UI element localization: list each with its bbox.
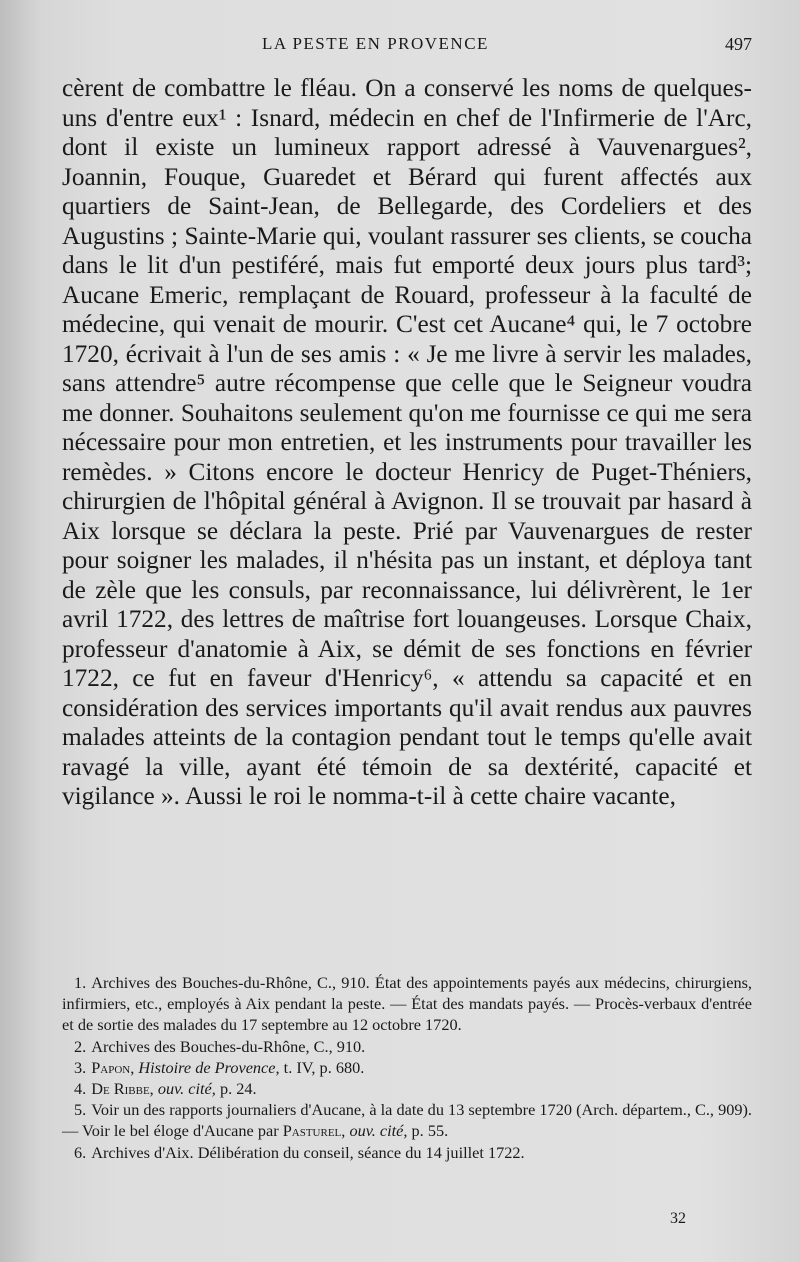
- footnote-title: ouv. cité,: [157, 1079, 216, 1099]
- page-number: 497: [725, 34, 752, 54]
- footnote-text: Voir un des rapports journaliers d'Aucane, à la date du 13 septembre 1720 (Arch. départem., C., 909). — Voir le bel éloge d'Aucane par: [62, 1100, 752, 1141]
- footnote-text: Archives des Bouches-du-Rhône, C., 910. État des appointements payés aux médecins, chirurgiens, infirmiers, etc., employés à Aix pendant la peste. — État des mandats payés. — Procès-verbaux d'entrée et de sortie des malades du 17 septembre au 12 octobre 1720.: [62, 973, 752, 1035]
- footnote-text-end: p. 55.: [411, 1121, 449, 1141]
- footnote-title: Histoire de Provence,: [138, 1057, 280, 1077]
- footnote-4: [62, 1078, 752, 1099]
- footnote-number: 5.: [74, 1100, 87, 1120]
- footnote-6: [62, 1142, 752, 1163]
- footnote-number: 1.: [74, 973, 87, 992]
- body-text: [62, 74, 752, 812]
- footnote-text: t. IV, p. 680.: [283, 1057, 365, 1077]
- footnote-number: 6.: [74, 1142, 87, 1162]
- footnote-author: De Ribbe,: [91, 1079, 154, 1099]
- footnote-author: Pasturel,: [282, 1121, 346, 1141]
- footnote-text: Archives des Bouches-du-Rhône, C., 910.: [91, 1036, 366, 1056]
- footnote-1: [62, 972, 752, 1036]
- footnote-author: Papon,: [91, 1057, 135, 1077]
- page-header: [62, 34, 752, 58]
- main-paragraph: cèrent de combattre le fléau. On a conservé les noms de quelques-uns d'entre eux¹ : Isnard, médecin en chef de l'Infirmerie de l'Arc, dont il existe un lumineux rapport adressé à Vauvenargues², Joannin, Fouque, Guaredet et Bérard qui furent affectés aux quartiers de Saint-Jean, de Bellegarde, des Cordeliers et des Augustins ; Sainte-Marie qui, voulant rassurer ses clients, se coucha dans le lit d'un pestiféré, mais fut emporté deux jours plus tard³; Aucane Emeric, remplaçant de Rouard, professeur à la faculté de médecine, qui venait de mourir. C'est cet Aucane⁴ qui, le 7 octobre 1720, écrivait à l'un de ses amis : « Je me livre à servir les malades, sans attendre⁵ autre récompense que celle que le Seigneur voudra me donner. Souhaitons seulement qu'on me fournisse ce qui me sera nécessaire pour mon entretien, et les instruments pour travailler les remèdes. » Citons encore le docteur Henricy de Puget-Théniers, chirurgien de l'hôpital général à Avignon. Il se trouvait par hasard à Aix lorsque se déclara la peste. Prié par Vauvenargues de rester pour soigner les malades, il n'hésita pas un instant, et déploya tant de zèle que les consuls, par reconnaissance, lui délivrèrent, le 1er avril 1722, des lettres de maîtrise fort louangeuses. Lorsque Chaix, professeur d'anatomie à Aix, se démit de ses fonctions en février 1722, ce fut en faveur d'Henricy⁶, « attendu sa capacité et en considération des services importants qu'il avait rendus aux pauvres malades atteints de la contagion pendant tout le temps qu'elle avait ravagé la ville, ayant été témoin de sa dextérité, capacité et vigilance ». Aussi le roi le nomma-t-il à cette chaire vacante,: [62, 74, 752, 810]
- footnote-text: Archives d'Aix. Délibération du conseil, séance du 14 juillet 1722.: [91, 1142, 525, 1162]
- running-title: LA PESTE EN PROVENCE: [262, 34, 489, 53]
- footnote-3: [62, 1057, 752, 1078]
- footnotes: [62, 972, 752, 1163]
- footnote-2: [62, 1036, 752, 1057]
- signature-mark: 32: [670, 1210, 686, 1227]
- footnote-number: 4.: [74, 1079, 87, 1099]
- footnote-text: p. 24.: [219, 1079, 257, 1099]
- footnote-5: [62, 1099, 752, 1141]
- footnote-number: 2.: [74, 1036, 87, 1056]
- footnote-title: ouv. cité,: [349, 1121, 408, 1141]
- footnote-number: 3.: [74, 1057, 87, 1077]
